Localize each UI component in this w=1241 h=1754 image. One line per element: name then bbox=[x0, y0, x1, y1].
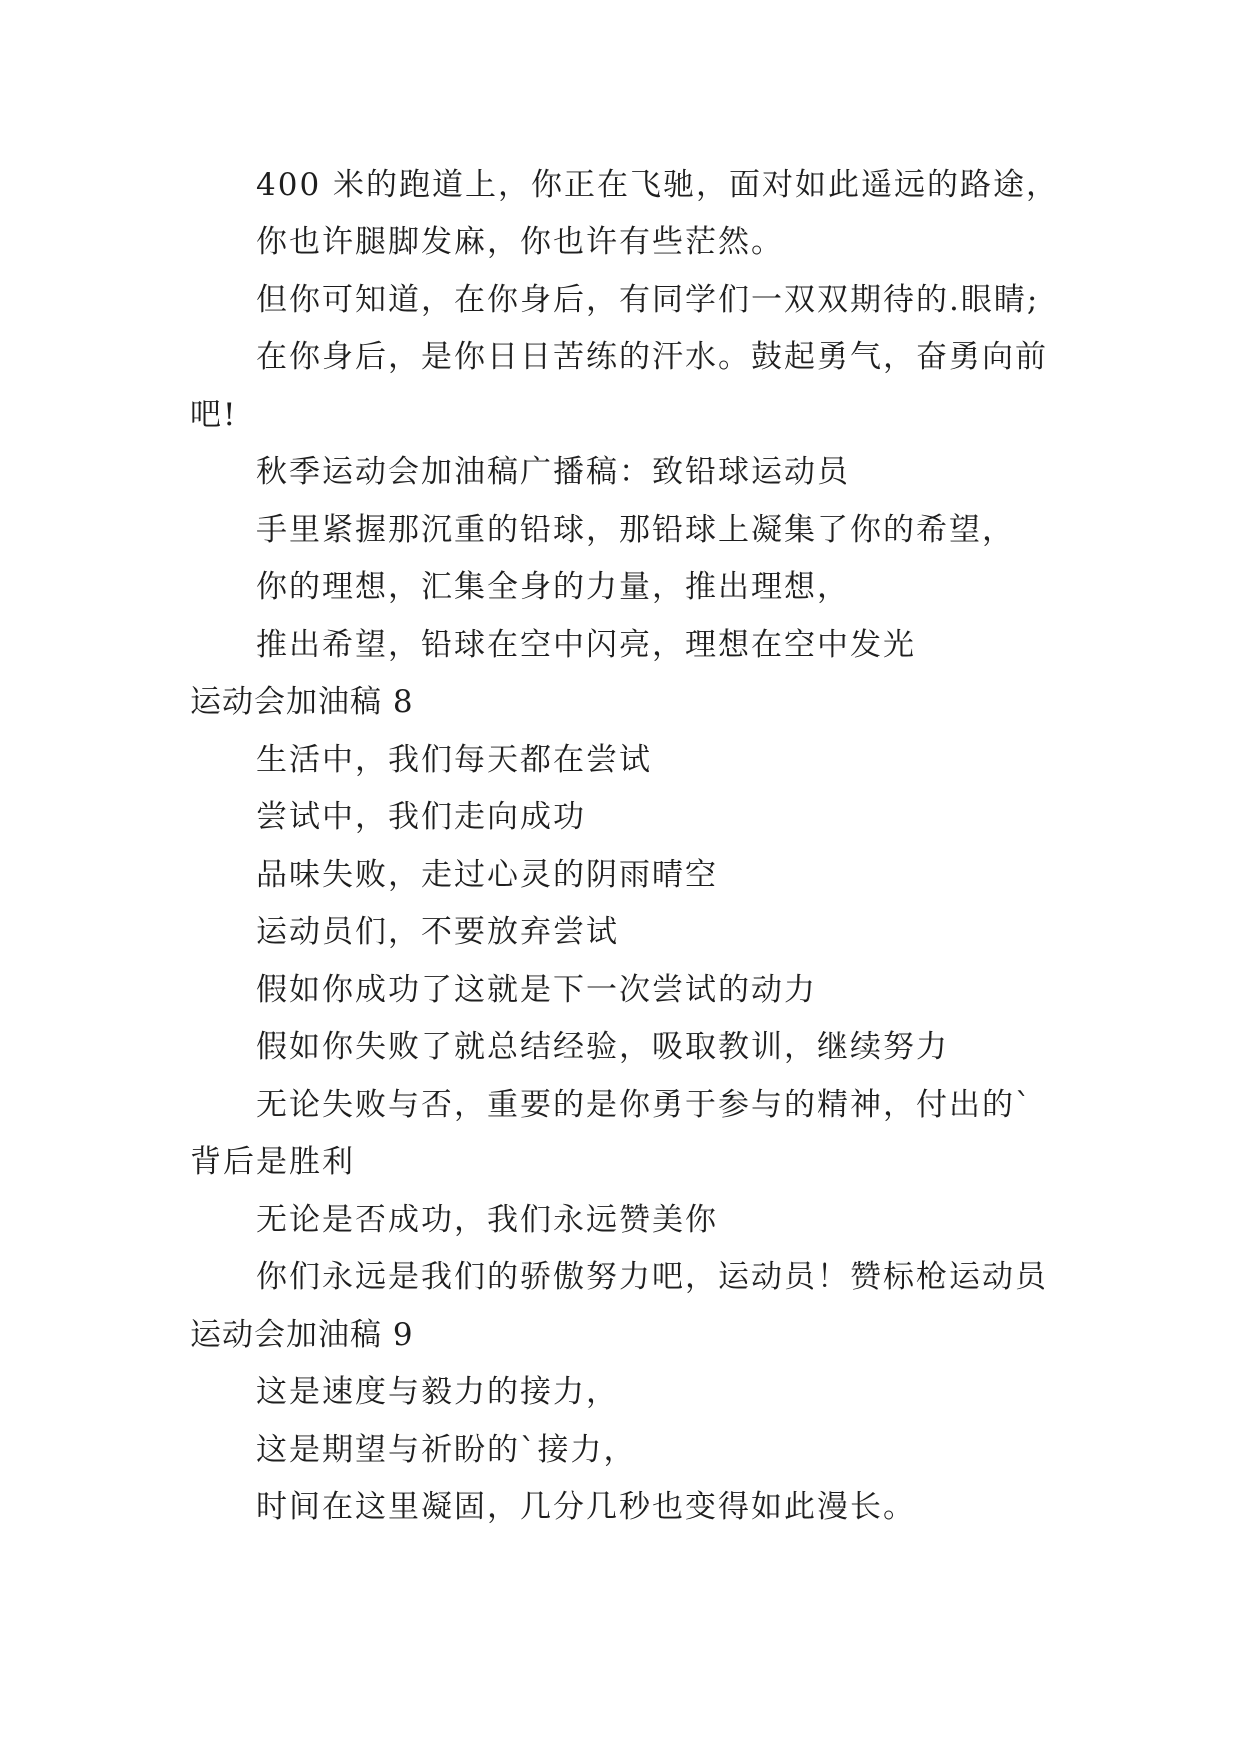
paragraph-line: 品味失败，走过心灵的阴雨晴空 bbox=[256, 857, 718, 893]
paragraph-line: 生活中，我们每天都在尝试 bbox=[256, 742, 652, 778]
paragraph-line: 运动员们，不要放弃尝试 bbox=[256, 914, 619, 950]
paragraph-line: 你的理想，汇集全身的力量，推出理想， bbox=[256, 569, 850, 605]
paragraph-line: 你也许腿脚发麻，你也许有些茫然。 bbox=[256, 224, 784, 260]
paragraph-line: 无论是否成功，我们永远赞美你 bbox=[256, 1202, 718, 1238]
paragraph-line: 假如你失败了就总结经验，吸取教训，继续努力 bbox=[256, 1029, 949, 1065]
paragraph-line: 时间在这里凝固，几分几秒也变得如此漫长。 bbox=[256, 1489, 916, 1525]
paragraph-line: 你们永远是我们的骄傲努力吧，运动员！赞标枪运动员 bbox=[256, 1259, 1048, 1295]
paragraph-line: 吧! bbox=[190, 397, 238, 433]
section-heading: 运动会加油稿 8 bbox=[190, 684, 414, 720]
paragraph-line: 假如你成功了这就是下一次尝试的动力 bbox=[256, 972, 817, 1008]
paragraph-line: 这是速度与毅力的接力， bbox=[256, 1374, 619, 1410]
paragraph-line: 但你可知道，在你身后，有同学们一双双期待的.眼睛; bbox=[256, 282, 1040, 318]
paragraph-line: 推出希望，铅球在空中闪亮，理想在空中发光 bbox=[256, 627, 916, 663]
paragraph-line: 这是期望与祈盼的`接力， bbox=[256, 1432, 637, 1468]
section-subtitle: 秋季运动会加油稿广播稿：致铅球运动员 bbox=[256, 454, 850, 490]
paragraph-line: 尝试中，我们走向成功 bbox=[256, 799, 586, 835]
paragraph-line: 400 米的跑道上，你正在飞驰，面对如此遥远的路途， bbox=[256, 167, 1060, 203]
section-heading: 运动会加油稿 9 bbox=[190, 1317, 414, 1353]
paragraph-line: 在你身后，是你日日苦练的汗水。鼓起勇气，奋勇向前 bbox=[256, 339, 1048, 375]
paragraph-line: 背后是胜利 bbox=[190, 1144, 355, 1180]
paragraph-line: 无论失败与否，重要的是你勇于参与的精神，付出的` bbox=[256, 1087, 1033, 1123]
paragraph-line: 手里紧握那沉重的铅球，那铅球上凝集了你的希望， bbox=[256, 512, 1015, 548]
